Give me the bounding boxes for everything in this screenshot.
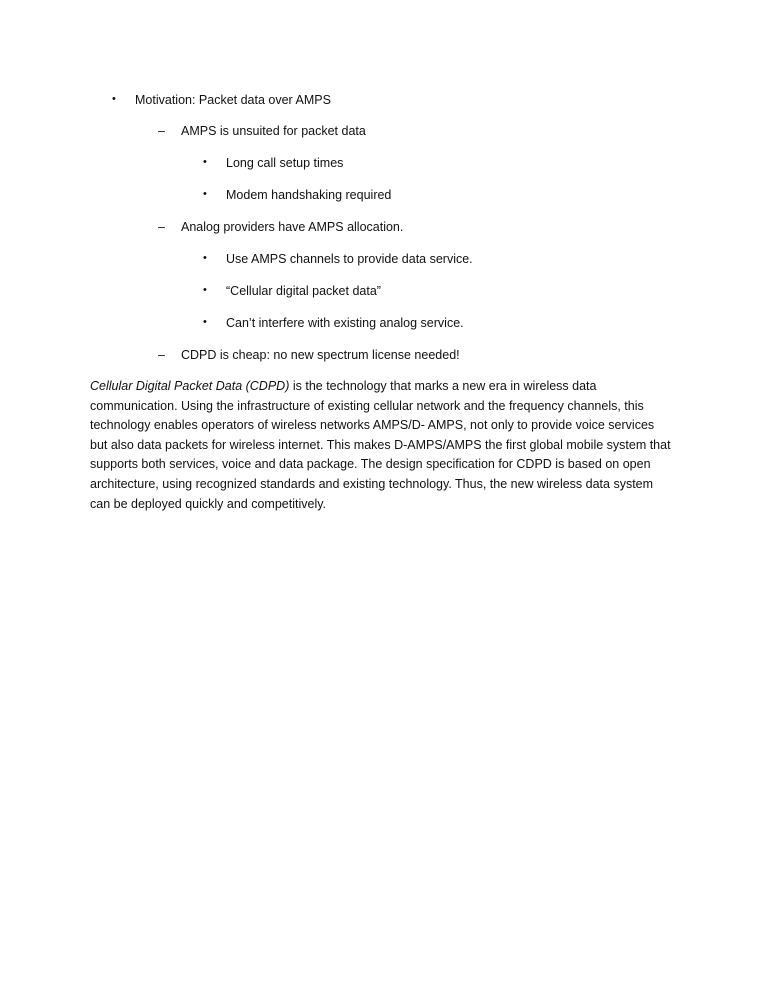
bullet-marker: • [203,284,207,296]
paragraph-line: but also data packets for wireless internet. This makes D-AMPS/AMPS the first global mobile system that [90,437,671,452]
bullet-marker: • [203,156,207,168]
paragraph-line: supports both services, voice and data package. The design specification for CDPD is based on open [90,457,651,472]
outline-item-level3: “Cellular digital packet data” [226,284,381,298]
italic-term: Cellular Digital Packet Data (CDPD) [90,379,290,393]
bullet-marker: • [203,188,207,200]
outline-item-level3: Modem handshaking required [226,188,392,202]
bullet-marker: • [112,93,116,105]
bullet-marker: • [203,316,207,328]
paragraph-line: architecture, using recognized standards and existing technology. Thus, the new wireless data system [90,476,654,491]
outline-item-level1: Motivation: Packet data over AMPS [135,93,331,107]
outline-item-level3: Use AMPS channels to provide data service. [226,252,473,266]
paragraph-line: technology enables operators of wireless networks AMPS/D- AMPS, not only to provide voice services [90,418,655,433]
paragraph-line: can be deployed quickly and competitively. [90,496,327,511]
outline-item-level2: Analog providers have AMPS allocation. [181,220,404,234]
outline-item-level3: Long call setup times [226,156,344,170]
dash-marker: – [158,124,165,138]
bullet-marker: • [203,252,207,264]
dash-marker: – [158,220,165,234]
paragraph-line-text: is the technology that marks a new era in wireless data [289,379,597,393]
paragraph-line: communication. Using the infrastructure of existing cellular network and the frequency channels, this [90,398,644,413]
paragraph-line [90,377,690,397]
dash-marker: – [158,348,165,362]
outline-item-level2: CDPD is cheap: no new spectrum license needed! [181,348,460,362]
outline-item-level3: Can’t interfere with existing analog service. [226,316,464,330]
body-paragraph [90,377,690,514]
outline-item-level2: AMPS is unsuited for packet data [181,124,366,138]
